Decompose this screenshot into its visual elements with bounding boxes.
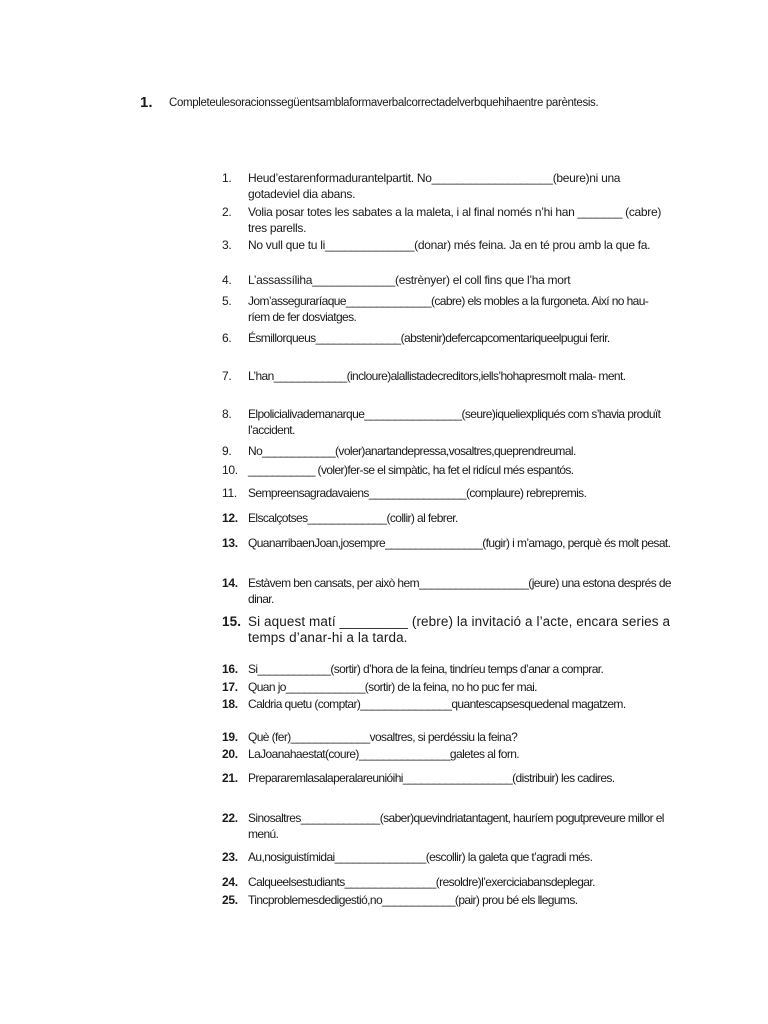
item-text: Sempreensagradavaiens________________(complaure) rebrepremis. — [248, 486, 587, 500]
item-number: 25. — [222, 893, 238, 907]
item-number: 11. — [222, 486, 237, 500]
list-item — [222, 576, 672, 607]
list-item — [222, 463, 672, 479]
list-item — [222, 294, 672, 325]
item-text: Au,nosiguistímidai_______________(escollir) la galeta que t’agradi més. — [248, 850, 593, 864]
item-text: Calqueelsestudiants_______________(resoldre)l’exerciciabansdeplegar. — [248, 875, 595, 889]
item-number: 24. — [222, 875, 238, 889]
list-item — [222, 407, 672, 438]
list-item — [222, 205, 672, 236]
item-number: 3. — [222, 238, 232, 252]
item-text: ___________ (voler)fer-se el simpàtic, ha fet el ridícul més espantós. — [248, 463, 574, 477]
item-number: 1. — [222, 171, 232, 185]
item-text: Ésmillorqueus______________(abstenir)deferсapcomentariqueelpugui ferir. — [248, 331, 610, 345]
item-number: 10. — [222, 463, 238, 477]
item-number: 8. — [222, 407, 232, 421]
item-text: Quan jo_____________(sortir) de la feina, no ho puc fer mai. — [248, 680, 537, 694]
item-number: 19. — [222, 730, 238, 744]
list-item — [222, 486, 672, 502]
item-text: No vull que tu li______________(donar) més feina. Ja en té prou amb la que fa. — [248, 238, 651, 252]
list-item — [222, 536, 672, 552]
list-item — [222, 662, 672, 678]
list-item — [222, 850, 672, 866]
item-text: Volia posar totes les sabates a la maleta, i al final només n’hi han _______ (cabre) tres parells. — [248, 205, 662, 235]
item-number: 15. — [222, 614, 242, 629]
exercise-number: 1. — [140, 94, 153, 111]
item-text: QuanarribaenJoan,josempre________________(fugir) i m’amago, perquè és molt pesat. — [248, 536, 671, 550]
item-number: 4. — [222, 273, 232, 287]
list-item — [222, 893, 672, 909]
item-number: 16. — [222, 662, 238, 676]
list-item — [222, 680, 672, 696]
item-text: Tincproblemesdedigestió,no____________(pair) prou bé els llegums. — [248, 893, 578, 907]
list-item — [222, 171, 672, 202]
item-number: 22. — [222, 811, 238, 825]
list-item — [222, 511, 672, 527]
item-number: 2. — [222, 205, 232, 219]
item-text: Estàvem ben cansats, per això hem__________________(jeure) una estona després de dinar. — [248, 576, 671, 606]
item-number: 9. — [222, 444, 232, 458]
item-text: No____________(voler)anartandepressa,vosaltres,queprendreumal. — [248, 444, 576, 458]
item-text: Si aquest matí _________ (rebre) la invitació a l’acte, encara series a temps d’anar-hi a la tarda. — [248, 614, 671, 645]
item-number: 7. — [222, 369, 232, 383]
list-item — [222, 771, 672, 787]
item-number: 23. — [222, 850, 238, 864]
item-number: 13. — [222, 536, 238, 550]
item-text: Elpolicialivademanarque________________(seure)iqueliexpliqués com s’havia produït l’accident. — [248, 407, 661, 437]
item-number: 6. — [222, 331, 232, 345]
item-text: Prepararemlasalaperalareunióihi__________________(distribuir) les cadires. — [248, 771, 615, 785]
list-item — [222, 238, 672, 254]
item-number: 20. — [222, 747, 238, 761]
item-text: LaJoanahaestat(coure)_______________galetes al forn. — [248, 747, 520, 761]
list-item — [222, 747, 672, 763]
item-text: Jom’asseguraríaque______________(cabre) els mobles a la furgoneta. Així no hau- ríem de fer dosviatges. — [248, 294, 649, 324]
list-item — [222, 730, 672, 746]
item-number: 18. — [222, 697, 238, 711]
list-item — [222, 369, 672, 385]
list-item — [222, 444, 672, 460]
item-text: Què (fer)_____________vosaltres, si perdéssiu la feina? — [248, 730, 518, 744]
list-item — [222, 614, 672, 646]
item-text: L’assassíliha_____________(estrènyer) el coll fins que l’ha mort — [248, 273, 571, 287]
list-item — [222, 875, 672, 891]
item-number: 21. — [222, 771, 238, 785]
item-number: 12. — [222, 511, 238, 525]
item-text: Sinosaltres_____________(saber)quevindriatantagent, hauríem pogutpreveure millor el menú. — [248, 811, 664, 841]
item-number: 5. — [222, 294, 232, 308]
item-text: Heud’estarenformadurantelpartit. No___________________(beure)ni una gotadeviel dia abans. — [248, 171, 621, 201]
item-number: 14. — [222, 576, 238, 590]
list-item — [222, 273, 672, 289]
list-item — [222, 331, 672, 347]
item-text: Elscalçotses_____________(collir) al febrer. — [248, 511, 458, 525]
list-item — [222, 811, 672, 842]
item-text: Si____________(sortir) d’hora de la feina, tindríeu temps d’anar a comprar. — [248, 662, 604, 676]
item-text: L’han____________(incloure)alallistadecreditors,iells’hohapresmolt mala- ment. — [248, 369, 626, 383]
list-item — [222, 697, 672, 713]
item-text: Caldria quetu (comptar)_______________quantescapsesquedenal magatzem. — [248, 697, 626, 711]
exercise-instructions: Completeulesoracionssegüentsamblaformaverbalcorrectadelverbquehihaentre parèntesis. — [169, 97, 599, 109]
item-number: 17. — [222, 680, 238, 694]
